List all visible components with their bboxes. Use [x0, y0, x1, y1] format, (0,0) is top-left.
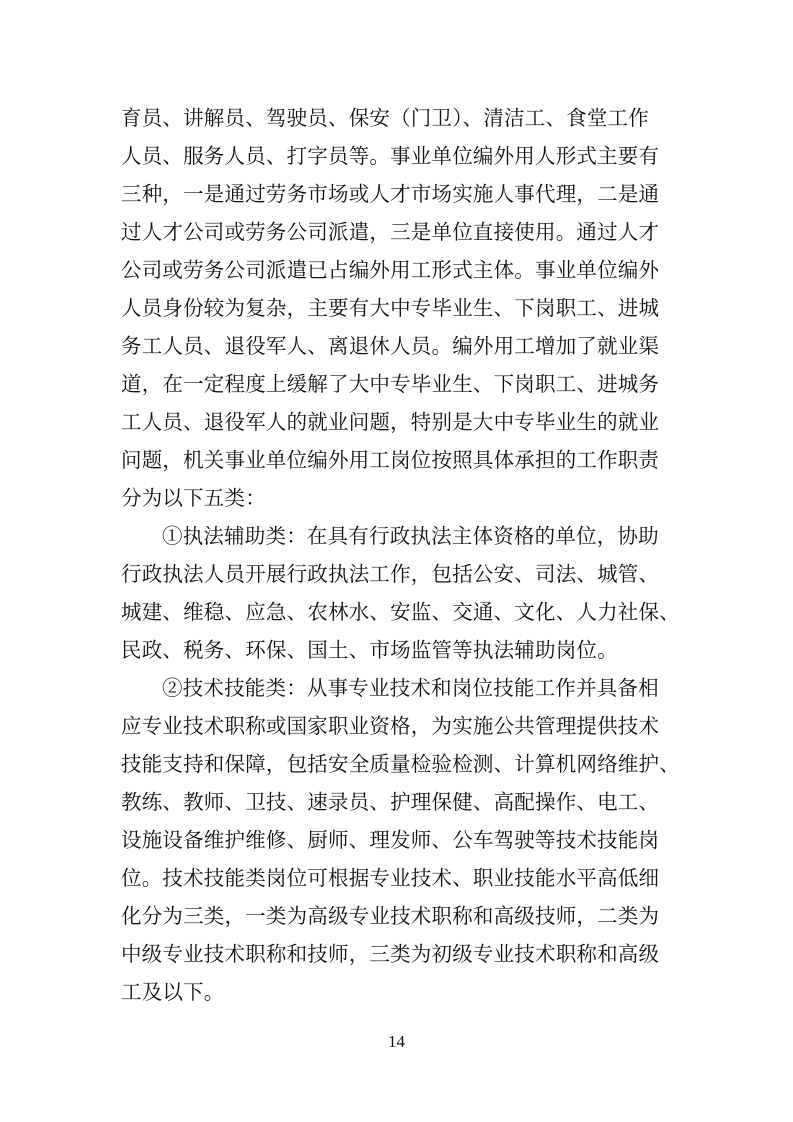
text-line: 教练、教师、卫技、速录员、护理保健、高配操作、电工、	[121, 790, 660, 814]
text-line: 育员、讲解员、驾驶员、保安（门卫）、清洁工、食堂工作	[121, 106, 649, 130]
text-line: 公司或劳务公司派遣已占编外用工形式主体。事业单位编外	[121, 258, 660, 282]
text-line: 工及以下。	[121, 980, 225, 1004]
paragraph-first-line: ①执法辅助类：在具有行政执法主体资格的单位，协助	[162, 524, 659, 548]
text-line: 人员、服务人员、打字员等。事业单位编外用人形式主要有	[121, 144, 660, 168]
text-line: 应专业技术职称或国家职业资格，为实施公共管理提供技术	[121, 714, 660, 738]
text-line: 过人才公司或劳务公司派遣，三是单位直接使用。通过人才	[121, 220, 660, 244]
text-line: 城建、维稳、应急、农林水、安监、交通、文化、人力社保、	[121, 600, 680, 624]
text-line: 位。技术技能类岗位可根据专业技术、职业技能水平高低细	[121, 866, 660, 890]
text-line: 行政执法人员开展行政执法工作，包括公安、司法、城管、	[121, 562, 660, 586]
paragraph-first-line: ②技术技能类：从事专业技术和岗位技能工作并具备相	[162, 676, 659, 700]
text-line: 化分为三类，一类为高级专业技术职称和高级技师，二类为	[121, 904, 660, 928]
text-line: 务工人员、退役军人、离退休人员。编外用工增加了就业渠	[121, 334, 660, 358]
text-line: 问题，机关事业单位编外用工岗位按照具体承担的工作职责	[121, 448, 660, 472]
page-number: 14	[388, 1032, 405, 1051]
text-line: 人员身份较为复杂，主要有大中专毕业生、下岗职工、进城	[121, 296, 660, 320]
text-line: 三种，一是通过劳务市场或人才市场实施人事代理，二是通	[121, 182, 660, 206]
text-line: 工人员、退役军人的就业问题，特别是大中专毕业生的就业	[121, 410, 660, 434]
text-line: 民政、税务、环保、国土、市场监管等执法辅助岗位。	[121, 638, 618, 662]
text-line: 设施设备维护维修、厨师、理发师、公车驾驶等技术技能岗	[121, 828, 660, 852]
text-line: 中级专业技术职称和技师，三类为初级专业技术职称和高级	[121, 942, 660, 966]
text-line: 技能支持和保障，包括安全质量检验检测、计算机网络维护、	[121, 752, 680, 776]
text-line: 分为以下五类：	[121, 486, 266, 510]
text-line: 道，在一定程度上缓解了大中专毕业生、下岗职工、进城务	[121, 372, 660, 396]
